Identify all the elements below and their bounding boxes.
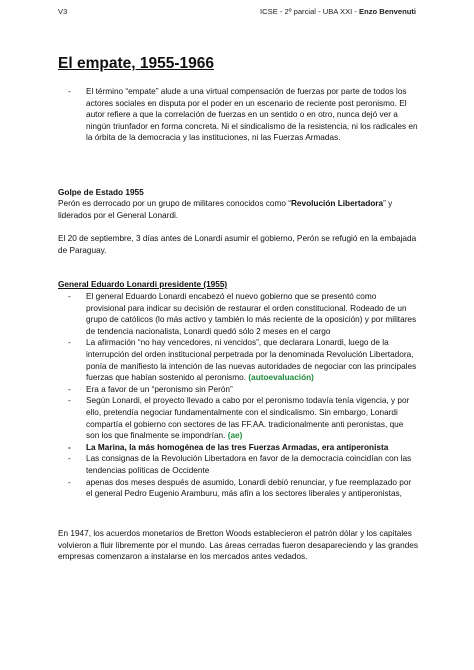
autoevaluacion-tag: (autoevaluación) [248,373,314,383]
lonardi-bullet-1: - El general Eduardo Lonardi encabezó el nuevo gobierno que se presentó como provisional para indicar su decisión de restaurar el orden constitucional. Rodeado de un grupo de católicos (lo más activo y también lo más reciente de la oposición) y por militares de tendencia nacionalista, Lonardi quedó sólo 2 meses en el cargo [58,291,418,337]
lonardi-list [58,291,418,500]
lonardi-bullet-2 [58,337,418,383]
lonardi-heading: General Eduardo Lonardi presidente (1955) [58,280,228,289]
lonardi-bullet-5: - La Marina, la más homogénea de las tres Fuerzas Armadas, era antiperonista [58,442,418,454]
header-author: Enzo Benvenuti [359,7,416,16]
intro-list [58,86,418,144]
intro-bullet: - El término “empate” alude a una virtual compensación de fuerzas por parte de todos los actores sociales en disputa por el poder en un escenario de reciente post peronismo. El autor refiere a que la correlación de fuerzas en un sentido o en otro, nunca dejó ver a ningún triunfador en forma concreta. Ni el sindicalismo de la resistencia, ni los radicales en la órbita de la democracia y las instituciones, ni las Fuerzas Armadas. [58,86,418,144]
closing-paragraph: En 1947, los acuerdos monetarios de Bretton Woods establecieron el patrón dólar y los capitales volvieron a fluir libremente por el mundo. Las áreas cerradas fueron desapareciendo y las grandes empresas comenzaron a instalarse en los mercados antes vedados. [58,529,418,562]
lonardi-bullet-2-text: La afirmación “no hay vencedores, ni vencidos”, que declarara Lonardi, luego de la interrupción del orden institucional perpetrada por la denominada Revolución Libertadora, ponía de manifiesto la intención de las nuevas autoridades de negociar con las principales fuerzas que habían sostenido al peronismo. [86,338,417,383]
golpe-heading: Golpe de Estado 1955 [58,188,144,197]
header-course: ICSE - 2º parcial - UBA XXI - [260,7,360,16]
golpe-paragraph-1 [58,198,418,221]
page-title: El empate, 1955-1966 [58,55,214,72]
golpe-p1-before: Perón es derrocado por un grupo de militares conocidos como “ [58,199,291,208]
header-course-info [260,7,416,16]
golpe-p1-after: ” y liderados por el General Lonardi. [58,199,393,220]
golpe-paragraph-2: El 20 de septiembre, 3 días antes de Lonardi asumir el gobierno, Perón se refugió en la embajada de Paraguay. [58,234,417,255]
lonardi-bullet-4-text: Según Lonardi, el proyecto llevado a cabo por el peronismo todavía tenía vigencia, y por ello, pretendía negociar fundamentalmente con el sindicalismo. Sin embargo, Lonardi compartía el gobierno con sectores de las FF.AA. tradicionalmente anti peronistas, que son los que finalmente se impondrían. [86,396,410,441]
lonardi-bullet-4 [58,395,418,441]
ae-tag: (ae) [227,431,243,441]
lonardi-bullet-6: - Las consignas de la Revolución Libertadora en favor de la democracia coincidían con las tendencias políticas de Occidente [58,453,418,476]
header-version: V3 [58,7,68,16]
lonardi-bullet-7: - apenas dos meses después de asumido, Lonardi debió renunciar, y fue reemplazado por el general Pedro Eugenio Aramburu, más afín a los sectores liberales y antiperonistas, [58,477,418,500]
golpe-p1-bold: Revolución Libertadora [290,199,384,208]
lonardi-bullet-3: - Era a favor de un “peronismo sin Perón” [58,384,418,396]
